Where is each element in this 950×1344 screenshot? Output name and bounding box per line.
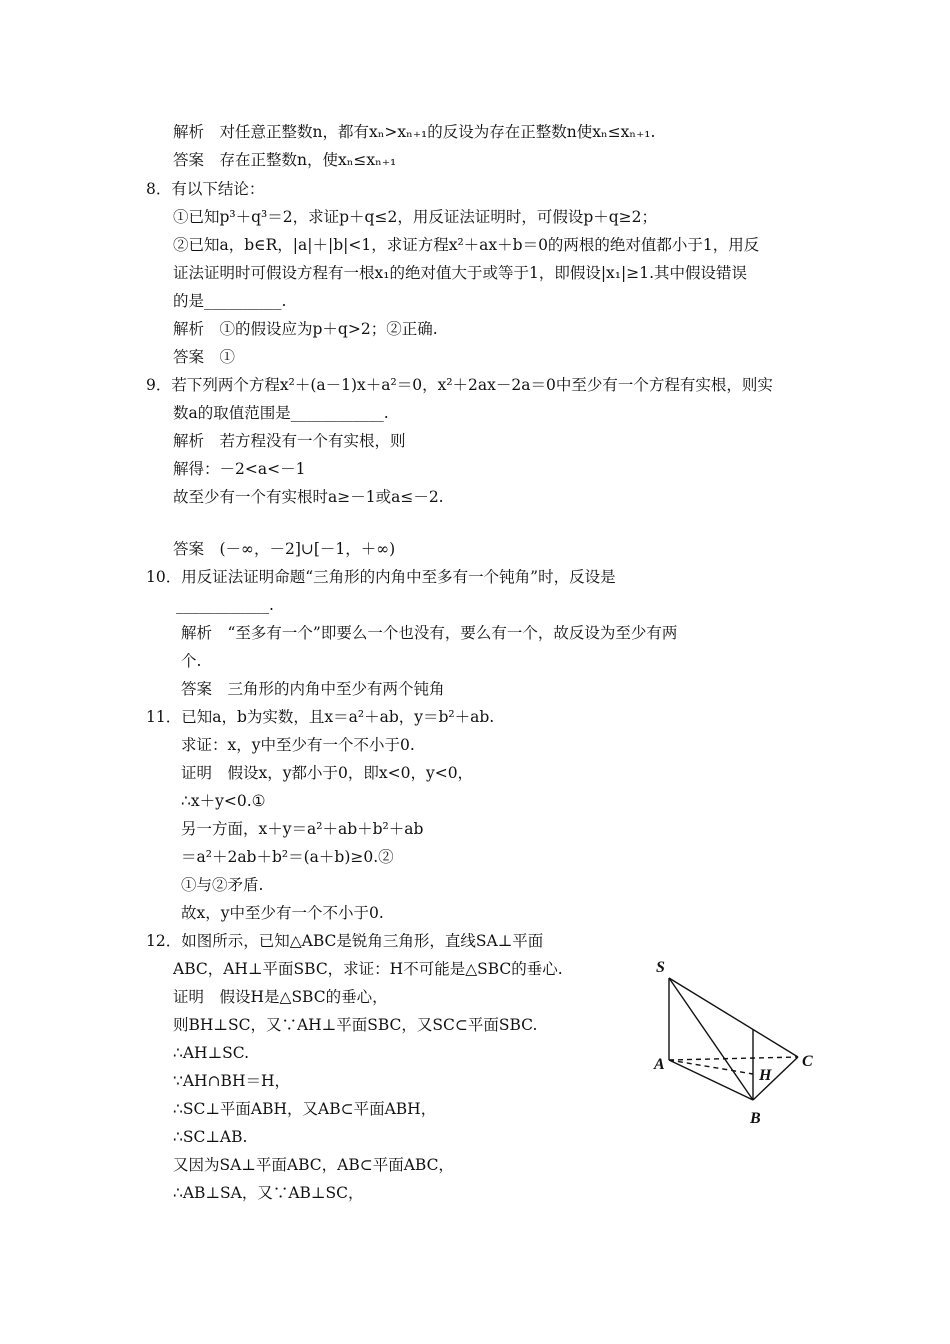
text-line: 8．有以下结论： — [146, 180, 265, 198]
text-line: 答案 (－∞，－2]∪[－1，＋∞) — [173, 540, 396, 558]
text-line: 解析 对任意正整数n，都有xₙ>xₙ₊₁的反设为存在正整数n使xₙ≤xₙ₊₁. — [173, 123, 656, 141]
text-line: 解析 ①的假设应为p＋q>2；②正确. — [173, 320, 438, 338]
text-line: ＝a²＋2ab＋b²＝(a＋b)≥0.② — [181, 848, 394, 866]
text-line: 证法证明时可假设方程有一根x₁的绝对值大于或等于1，即假设|x₁|≥1.其中假设错误 — [173, 264, 747, 282]
text-line: 的是__________. — [173, 292, 287, 310]
text-line: ∴x＋y<0.① — [181, 792, 266, 810]
text-line: 求证：x，y中至少有一个不小于0. — [181, 736, 415, 754]
edge-sc — [669, 978, 798, 1057]
text-line: ABC，AH⊥平面SBC，求证：H不可能是△SBC的垂心. — [173, 960, 563, 978]
text-line: 故x，y中至少有一个不小于0. — [181, 904, 384, 922]
edge-sb — [669, 978, 753, 1100]
text-line: 证明 假设H是△SBC的垂心， — [173, 988, 388, 1006]
text-line: 答案 三角形的内角中至少有两个钝角 — [181, 680, 445, 698]
text-line: 解得：－2<a<－1 — [173, 460, 306, 478]
label-c: C — [802, 1053, 813, 1070]
text-line: 又因为SA⊥平面ABC，AB⊂平面ABC， — [173, 1156, 454, 1174]
tetrahedron-figure — [648, 950, 828, 1130]
text-line: 则BH⊥SC，又∵AH⊥平面SBC，又SC⊂平面SBC. — [173, 1016, 538, 1034]
text-line: 解析 “至多有一个”即要么一个也没有，要么有一个，故反设为至少有两 — [181, 624, 678, 642]
text-line: ∴SC⊥AB. — [173, 1128, 248, 1146]
text-line: 10．用反证法证明命题“三角形的内角中至多有一个钝角”时，反设是 — [146, 568, 616, 586]
text-line: ∴AB⊥SA，又∵AB⊥SC， — [173, 1184, 364, 1202]
text-line: 答案 ① — [173, 348, 236, 366]
text-line: ①已知p³＋q³＝2，求证p＋q≤2，用反证法证明时，可假设p＋q≥2； — [173, 208, 658, 226]
edge-ac-hidden — [669, 1057, 798, 1060]
text-line: 数a的取值范围是____________. — [173, 404, 389, 422]
label-h: H — [759, 1067, 772, 1084]
text-line: ____________. — [176, 596, 274, 614]
label-a: A — [654, 1056, 665, 1073]
label-b: B — [750, 1110, 761, 1127]
text-line: 个. — [181, 652, 202, 670]
text-line: 9．若下列两个方程x²＋(a－1)x＋a²＝0，x²＋2ax－2a＝0中至少有一个方程有实根，则实 — [146, 376, 773, 394]
text-line: ∴SC⊥平面ABH，又AB⊂平面ABH， — [173, 1100, 437, 1118]
edge-ab — [669, 1060, 753, 1100]
text-line: ②已知a，b∈R，|a|＋|b|<1，求证方程x²＋ax＋b＝0的两根的绝对值都小于1，用反 — [173, 236, 760, 254]
text-line: 故至少有一个有实根时a≥－1或a≤－2. — [173, 488, 444, 506]
text-line: ①与②矛盾. — [181, 876, 264, 894]
text-line: 解析 若方程没有一个有实根，则 — [173, 432, 406, 450]
text-line: 答案 存在正整数n，使xₙ≤xₙ₊₁ — [173, 151, 397, 169]
text-line: 11．已知a，b为实数，且x＝a²＋ab，y＝b²＋ab. — [146, 708, 495, 726]
segment-ah-hidden — [669, 1060, 753, 1074]
label-s: S — [656, 959, 665, 976]
text-line: 12．如图所示，已知△ABC是锐角三角形，直线SA⊥平面 — [146, 932, 544, 950]
text-line: ∴AH⊥SC. — [173, 1044, 250, 1062]
text-line: 证明 假设x，y都小于0，即x<0，y<0， — [181, 764, 474, 782]
text-line: 另一方面，x＋y＝a²＋ab＋b²＋ab — [181, 820, 424, 838]
text-line: ∵AH∩BH＝H， — [173, 1072, 290, 1090]
